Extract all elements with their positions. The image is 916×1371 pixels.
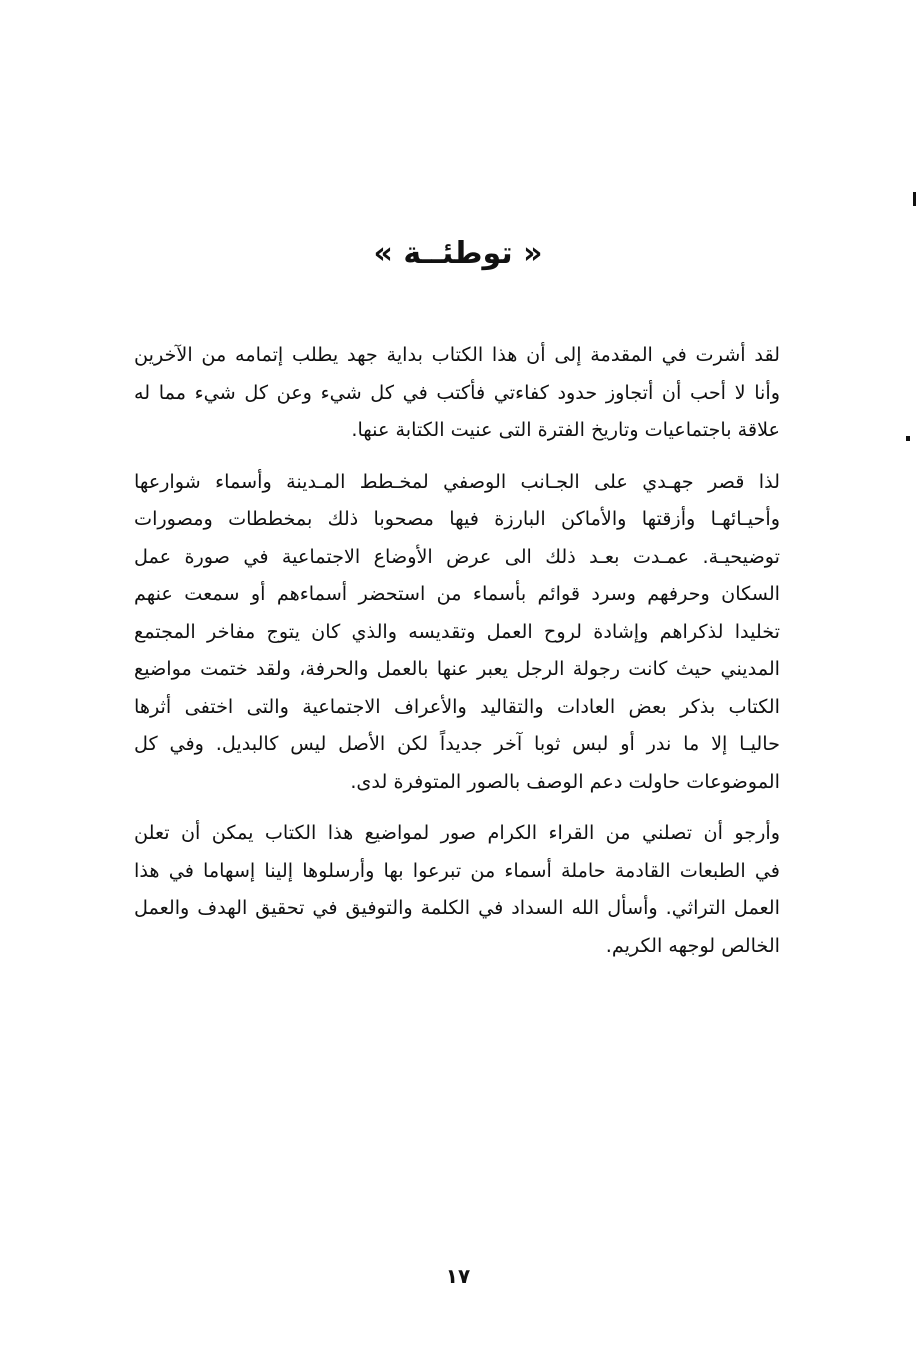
- paragraph-3: [134, 814, 780, 964]
- body-text: [134, 336, 780, 978]
- text-line: علاقة باجتماعيات وتاريخ الفترة التى عنيت الكتابة عنها.: [351, 418, 780, 441]
- text-line: لذا قصر جهـدي على الجـانب الوصفي لمخـطط المـدينة وأسماء شوارعها: [134, 469, 780, 493]
- text-line: لقد أشرت في المقدمة إلى أن هذا الكتاب بداية جهد يطلب إتمامه من الآخرين: [134, 343, 780, 366]
- text-line: المديني حيث كانت رجولة الرجل يعبر عنها بالعمل والحرفة، ولقد ختمت مواضيع: [134, 657, 780, 680]
- text-line: الخالص لوجهه الكريم.: [605, 933, 780, 957]
- page-number: ١٧: [445, 1264, 471, 1288]
- section-title: « توطئــة »: [373, 236, 543, 271]
- text-line: تخليدا لذكراهم وإشادة لروح العمل وتقديسه والذي كان يتوج مفاخر المجتمع: [134, 619, 780, 643]
- text-line: الموضوعات حاولت دعم الوصف بالصور المتوفرة لدى.: [350, 769, 780, 793]
- scan-edge-mark: [906, 436, 910, 441]
- text-line: وأحيـائهـا وأزقتها والأماكن البارزة فيها مصحوبا ذلك بمخططات ومصورات: [134, 507, 780, 530]
- text-line: توضيحيـة. عمـدت بعـد ذلك الى عرض الأوضاع الاجتماعية في صورة عمل: [134, 544, 780, 568]
- text-line: وأرجو أن تصلني من القراء الكرام صور لمواضيع هذا الكتاب يمكن أن تعلن: [134, 821, 780, 844]
- paragraph-2: [134, 463, 780, 801]
- text-line: وأنا لا أحب أن أتجاوز حدود كفاءتي فأكتب في كل شيء وعن كل شيء مما له: [134, 380, 780, 404]
- text-line: في الطبعات القادمة حاملة أسماء من تبرعوا بها وأرسلوها إلينا إسهاما في هذا: [134, 858, 780, 882]
- text-line: حاليـا إلا ما ندر أو لبس ثوبا آخر جديداً لكن الأصل ليس كالبديل. وفي كل: [134, 732, 780, 755]
- text-line: السكان وحرفهم وسرد قوائم بأسماء من استحضر أسماءهم أو سمعت عنهم: [134, 582, 780, 605]
- text-line: العمل التراثي. وأسأل الله السداد في الكلمة والتوفيق في تحقيق الهدف والعمل: [134, 896, 780, 919]
- paragraph-1: [134, 336, 780, 449]
- text-line: الكتاب بذكر بعض العادات والتقاليد والأعراف الاجتماعية والتى اختفى أثرها: [134, 694, 780, 718]
